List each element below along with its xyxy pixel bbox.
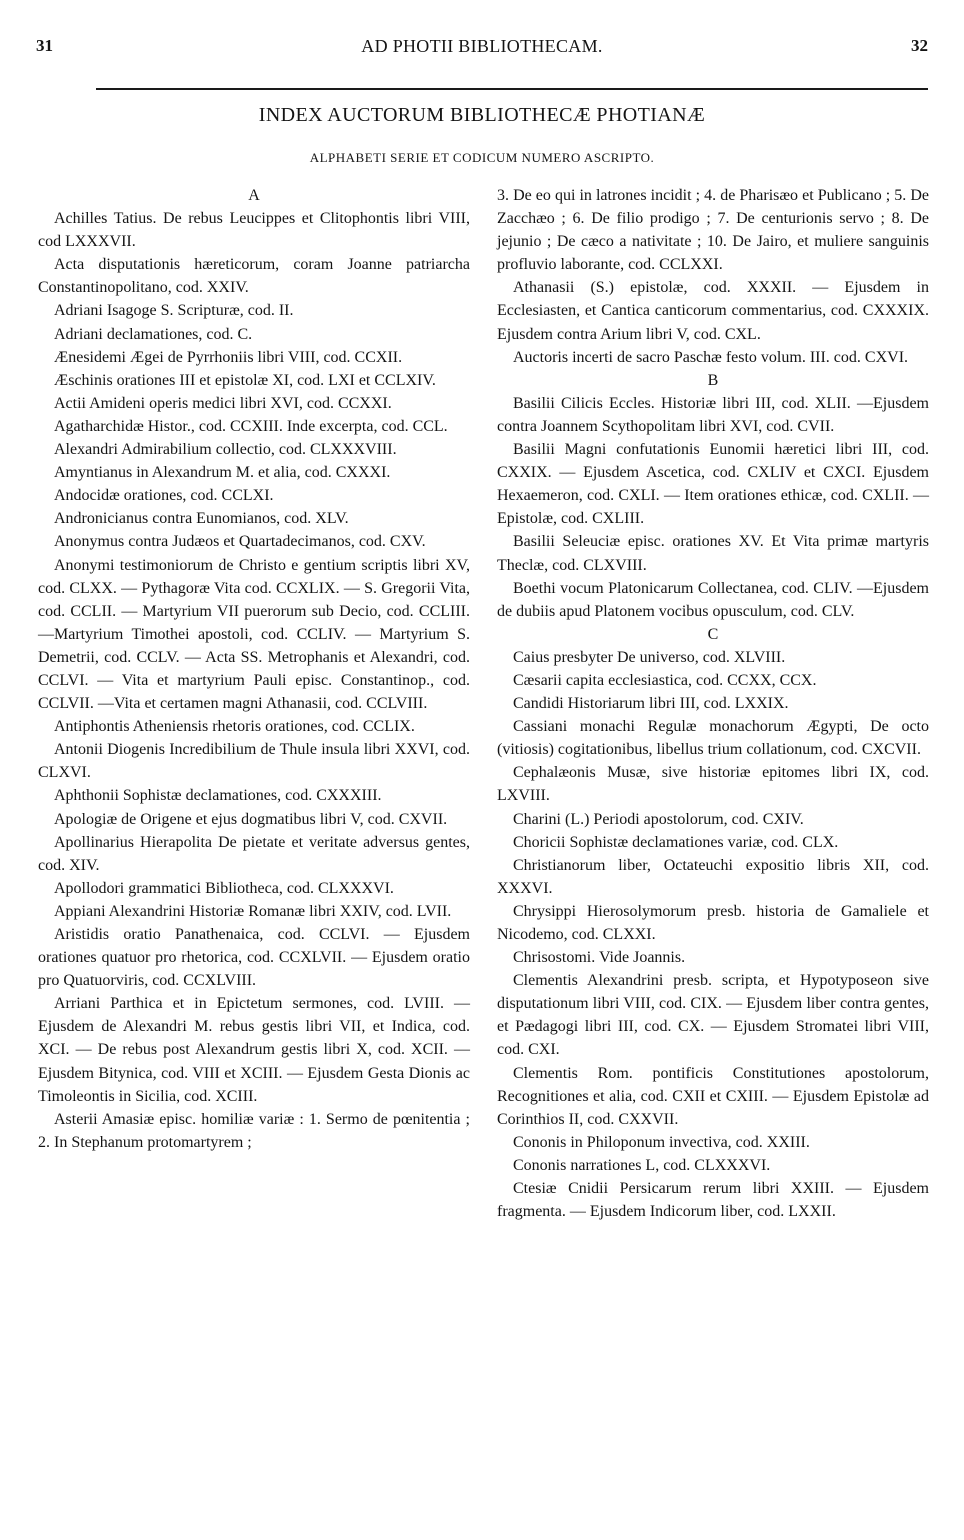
- index-entry: Christianorum liber, Octateuchi expositio libris XII, cod. XXXVI.: [497, 856, 929, 897]
- index-entry: Athanasii (S.) epistolæ, cod. XXXII. — Ejusdem in Ecclesiasten, et Cantica canticorum commentarius, cod. CXXXIX. Ejusdem contra Arium libri V, cod. CXL.: [497, 279, 929, 343]
- index-entry: Antonii Diogenis Incredibilium de Thule insula libri XXVI, cod. CLXVI.: [38, 741, 470, 782]
- index-entry: Ænesidemi Ægei de Pyrrhoniis libri VIII, cod. CCXII.: [54, 348, 403, 366]
- index-entry: Caius presbyter De universo, cod. XLVIII.: [513, 648, 786, 666]
- index-entry: Adriani Isagoge S. Scripturæ, cod. II.: [54, 302, 294, 320]
- index-entry: Auctoris incerti de sacro Paschæ festo volum. III. cod. CXVI.: [513, 348, 909, 366]
- index-entry: Appiani Alexandrini Historiæ Romanæ libri XXIV, cod. LVII.: [54, 902, 452, 920]
- index-entry: Arriani Parthica et in Epictetum sermones, cod. LVIII. — Ejusdem de Alexandri M. rebus gestis libri VII, et Indica, cod. XCI. — De rebus post Alexandrum gestis libri X, cod. XCII. — Ejusdem Bitynica, cod. VIII et XCIII. — Ejusdem Gesta Dionis ac Timoleontis in Sicilia, cod. XCIII.: [38, 995, 470, 1105]
- index-entry: Æschinis orationes III et epistolæ XI, cod. LXI et CCLXIV.: [54, 371, 436, 389]
- index-entry: Apologiæ de Origene et ejus dogmatibus libri V, cod. CXVII.: [54, 810, 448, 828]
- index-entry: Apollinarius Hierapolita De pietate et veritate adversus gentes, cod. XIV.: [38, 833, 470, 874]
- index-entry: Cononis in Philoponum invectiva, cod. XXIII.: [513, 1133, 810, 1151]
- index-entry: Chrisostomi. Vide Joannis.: [513, 949, 686, 967]
- index-entry: Antiphontis Atheniensis rhetoris orationes, cod. CCLIX.: [54, 718, 415, 736]
- index-entry: Asterii Amasiæ episc. homiliæ variæ : 1. Sermo de pœnitentia ; 2. In Stephanum protomartyrem ;: [38, 1110, 470, 1151]
- index-entry: Anonymus contra Judæos et Quartadecimanos, cod. CXV.: [54, 533, 426, 551]
- running-title: AD PHOTII BIBLIOTHECAM.: [361, 36, 603, 56]
- header-rule: [96, 88, 928, 90]
- index-entry: Aristidis oratio Panathenaica, cod. CCLVI. — Ejusdem orationes quatuor pro rhetorica, cod. CCXLVII. — Ejusdem oratio pro Quatuorviris, cod. CCXLVIII.: [38, 926, 470, 990]
- index-entry: Clementis Alexandrini presb. scripta, et Hypotyposeon sive disputationum libri VIII, cod. CIX. — Ejusdem liber contra gentes, et Pædagogi libri III, cod. CX. — Ejusdem Stromatei libri VIII, cod. CXI.: [497, 972, 929, 1059]
- index-entry: Aphthonii Sophistæ declamationes, cod. CXXXIII.: [54, 787, 382, 805]
- index-entry: Chrysippi Hierosolymorum presb. historia de Gamaliele et Nicodemo, cod. CLXXI.: [497, 902, 929, 943]
- index-entry: Basilii Seleuciæ episc. orationes XV. Et Vita primæ martyris Theclæ, cod. CLXVIII.: [497, 533, 929, 574]
- index-entry: Cæsarii capita ecclesiastica, cod. CCXX, CCX.: [513, 671, 817, 689]
- index-entry: Alexandri Admirabilium collectio, cod. CLXXXVIII.: [54, 441, 397, 459]
- index-entry: Amyntianus in Alexandrum M. et alia, cod. CXXXI.: [54, 464, 391, 482]
- index-entry: Achilles Tatius. De rebus Leucippes et Clitophontis libri VIII, cod LXXXVII.: [38, 210, 470, 251]
- index-entry: Cassiani monachi Regulæ monachorum Ægypti, De octo (vitiosis) cogitationibus, libellus trium collationum, cod. CXCVII.: [497, 718, 929, 759]
- page-number-left: 31: [36, 36, 53, 55]
- index-entry: Apollodori grammatici Bibliotheca, cod. CLXXXVI.: [54, 879, 394, 897]
- index-entry: 3. De eo qui in latrones incidit ; 4. de Pharisæo et Publicano ; 5. De Zacchæo ; 6. De filio prodigo ; 7. De centurionis servo ; 8. De jejunio ; De cæco a nativitate ; 10. De Jairo, et muliere sanguinis profluvio laborante, cod. CCLXXI.: [497, 187, 929, 274]
- index-entry: Charini (L.) Periodi apostolorum, cod. CXIV.: [513, 810, 804, 828]
- index-title: INDEX AUCTORUM BIBLIOTHECÆ PHOTIANÆ: [258, 104, 706, 126]
- index-entry: Anonymi testimoniorum de Christo e gentium scriptis libri XV, cod. CLXX. — Pythagoræ Vita cod. CCXLIX. — S. Gregorii Vita, cod. CCLII. — Martyrium VII puerorum sub Decio, cod. CCLIII. —Martyrium Timothei apostoli, cod. CCLIV. — Martyrium S. Demetrii, cod. CCLV. — Acta SS. Metrophanis et Alexandri, cod. CCLVI. — Vita et martyrium Pauli episc. Constantinop., cod. CCLVII. —Vita et certamen magni Athanasii, cod. CCLVIII.: [38, 556, 470, 713]
- index-subtitle: ALPHABETI SERIE ET CODICUM NUMERO ASCRIPTO.: [309, 150, 655, 165]
- index-entry: Agatharchidæ Histor., cod. CCXIII. Inde excerpta, cod. CCL.: [54, 417, 448, 435]
- right-column: [497, 184, 929, 1223]
- page-header: [36, 30, 928, 60]
- index-entry: Actii Amideni operis medici libri XVI, cod. CCXXI.: [54, 394, 392, 412]
- index-entry: Ctesiæ Cnidii Persicarum rerum libri XXIII. — Ejusdem fragmenta. — Ejusdem Indicorum liber, cod. LXXII.: [497, 1180, 929, 1221]
- left-column: [38, 184, 470, 1154]
- index-entry: Adriani declamationes, cod. C.: [54, 325, 253, 343]
- index-entry: Andronicianus contra Eunomianos, cod. XLV.: [54, 510, 349, 528]
- index-entry: Andocidæ orationes, cod. CCLXI.: [54, 487, 274, 505]
- index-entry: Acta disputationis hæreticorum, coram Joanne patriarcha Constantinopolitano, cod. XXIV.: [38, 256, 470, 297]
- index-entry: Cephalæonis Musæ, sive historiæ epitomes libri IX, cod. LXVIII.: [497, 764, 929, 805]
- index-entry: Boethi vocum Platonicarum Collectanea, cod. CLIV. —Ejusdem de dubiis apud Platonem vocibus opusculum, cod. CLV.: [497, 579, 929, 620]
- index-entry: Basilii Cilicis Eccles. Historiæ libri III, cod. XLII. —Ejusdem contra Joannem Scythopolitam libri XVI, cod. CVII.: [497, 394, 929, 435]
- index-entry: Cononis narrationes L, cod. CLXXXVI.: [513, 1156, 771, 1174]
- index-entry: Candidi Historiarum libri III, cod. LXXIX.: [513, 695, 789, 713]
- index-entry: Choricii Sophistæ declamationes variæ, cod. CLX.: [513, 833, 839, 851]
- index-entry: Basilii Magni confutationis Eunomii hæretici libri III, cod. CXXIX. — Ejusdem Ascetica, cod. CXLIV et CXCI. Ejusdem Hexaemeron, cod. CXLI. — Item orationes ethicæ, cod. CXLII. — Epistolæ, cod. CXLIII.: [497, 441, 929, 528]
- section-letter: C: [707, 625, 719, 643]
- index-entry: Clementis Rom. pontificis Constitutiones apostolorum, Recognitiones et alia, cod. CXII et CXIII. — Ejusdem Epistolæ ad Corinthios II, cod. CXXVII.: [497, 1064, 929, 1128]
- section-letter: B: [707, 371, 719, 389]
- section-letter: A: [248, 187, 260, 204]
- page-number-right: 32: [911, 36, 928, 55]
